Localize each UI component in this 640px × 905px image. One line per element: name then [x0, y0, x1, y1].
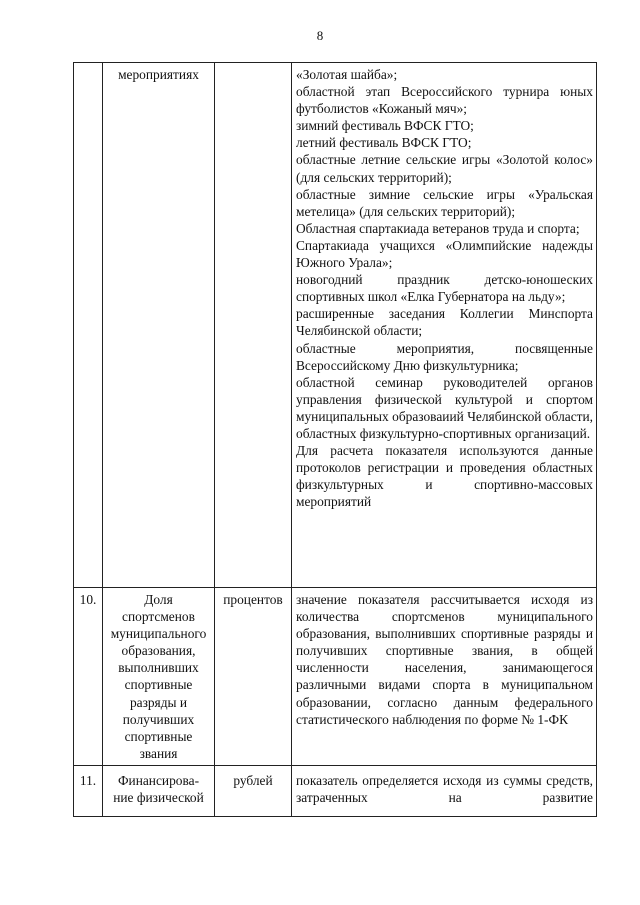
- description-item: показатель определяется исходя из суммы средств, затраченных на развитие: [296, 773, 593, 806]
- row-number-cell: 11.: [74, 766, 103, 817]
- description-item: областные мероприятия, посвященные Всероссийскому Дню физкультурника;: [296, 340, 593, 373]
- indicator-name-line: спортивные: [124, 728, 193, 744]
- description-item: Областная спартакиада ветеранов труда и спорта;: [296, 220, 580, 236]
- description-item: значение показателя рассчитывается исходя из количества спортсменов муниципального образования, выполнивших спортивные разряды и получивших спортивные звания, в общей численности населения, занимающегося различными видами спорта в муниципальном образовании, согласно данным федерального статистического наблюдения по форме № 1-ФК: [296, 592, 593, 727]
- indicator-name-line: образования,: [121, 643, 196, 659]
- indicator-name-line: спортивные: [124, 677, 193, 693]
- indicator-name-cell: [103, 63, 215, 588]
- table-row: [74, 588, 597, 766]
- description-item: зимний фестиваль ВФСК ГТО;: [296, 118, 474, 134]
- description-item: расширенные заседания Коллегии Минспорта Челябинской области;: [296, 306, 593, 339]
- description-cell: [292, 588, 597, 766]
- description-item: Спартакиада учащихся «Олимпийские надежды Южного Урала»;: [296, 237, 593, 271]
- description-cell: [292, 766, 597, 817]
- description-item: областной этап Всероссийского турнира юных футболистов «Кожаный мяч»;: [296, 84, 593, 117]
- row-number-cell: [74, 63, 103, 588]
- table-row: [74, 63, 597, 588]
- description-cell: [292, 63, 597, 588]
- indicator-name-line: получивших: [122, 711, 195, 727]
- unit-cell: [215, 63, 292, 588]
- description-item: областные зимние сельские игры «Уральская метелица» (для сельских территорий);: [296, 186, 593, 219]
- description-item: «Золотая шайба»;: [296, 67, 398, 82]
- description-item: областной семинар руководителей органов управления физической культурой и спортом муниципальных образоваиий Челябинской области, областных физкультурно-спортивных организаций.: [296, 374, 593, 441]
- indicator-name-line: спортсменов: [122, 609, 195, 625]
- description-item: новогодний праздник детско-юношеских спортивных школ «Елка Губернатора на льду»;: [296, 272, 593, 305]
- indicator-name-line: Доля: [144, 592, 173, 607]
- description-item: Для расчета показателя используются данные протоколов регистрации и проведения областных физкультурных и спортивно-массовых мероприятий: [296, 443, 593, 510]
- indicator-name-line: мероприятиях: [118, 67, 199, 82]
- indicator-name-line: звания: [139, 745, 178, 761]
- indicator-name-line: муниципального: [110, 626, 207, 642]
- row-number-cell: 10.: [74, 588, 103, 766]
- page-number: 8: [316, 28, 324, 43]
- indicator-name-cell: [103, 588, 215, 766]
- indicator-name-line: выполнивших: [118, 660, 199, 676]
- description-item: областные летние сельские игры «Золотой колос» (для сельских территорий);: [296, 152, 593, 185]
- unit-cell: процентов: [215, 588, 292, 766]
- indicators-table: [73, 62, 597, 817]
- description-item: летний фестиваль ВФСК ГТО;: [296, 135, 472, 151]
- indicator-name-cell: [103, 766, 215, 817]
- table-row: [74, 766, 597, 817]
- indicator-name-line: разряды и: [129, 694, 188, 710]
- unit-cell: рублей: [215, 766, 292, 817]
- indicator-name-line: Финансирова-: [117, 773, 200, 788]
- indicator-name-line: ние физической: [113, 790, 204, 806]
